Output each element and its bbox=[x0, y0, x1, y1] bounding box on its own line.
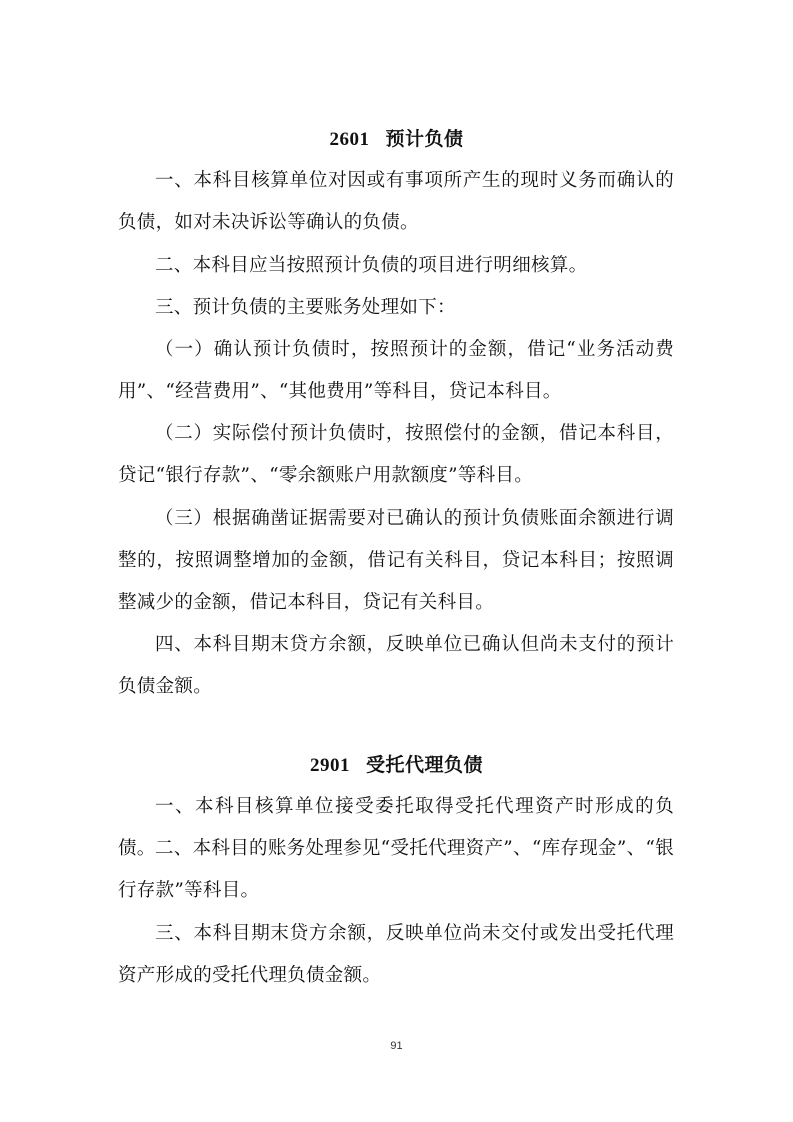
paragraph: 一、本科目核算单位对因或有事项所产生的现时义务而确认的负债，如对未决诉讼等确认的负债。 bbox=[118, 170, 674, 233]
paragraph: （一）确认预计负债时，按照预计的金额，借记“业务活动费用”、“经营费用”、“其他费用”等科目，贷记本科目。 bbox=[118, 339, 674, 402]
section-code: 2901 bbox=[309, 755, 350, 776]
section-title-text: 预计负债 bbox=[385, 128, 464, 150]
paragraph: 三、预计负债的主要账务处理如下： bbox=[155, 297, 456, 318]
paragraph: （三）根据确凿证据需要对已确认的预计负债账面余额进行调整的，按照调整增加的金额，借记有关科目，贷记本科目；按照调整减少的金额，借记本科目，贷记有关科目。 bbox=[118, 508, 674, 613]
paragraph: 二、本科目应当按照预计负债的项目进行明细核算。 bbox=[155, 255, 588, 276]
paragraph: 一、本科目核算单位接受委托取得受托代理资产时形成的负债。 bbox=[118, 796, 674, 859]
page-number: 91 bbox=[390, 1040, 403, 1052]
section-title-2901 bbox=[0, 750, 793, 777]
paragraph: （二）实际偿付预计负债时，按照偿付的金额，借记本科目，贷记“银行存款”、“零余额账户用款额度”等科目。 bbox=[118, 423, 674, 486]
section-title-2601 bbox=[0, 124, 793, 151]
paragraph: 二、本科目的账务处理参见“受托代理资产”、“库存现金”、“银行存款”等科目。 bbox=[118, 838, 674, 901]
paragraph: 三、本科目期末贷方余额，反映单位尚未交付或发出受托代理资产形成的受托代理负债金额。 bbox=[118, 923, 674, 986]
section-title-text: 受托代理负债 bbox=[365, 754, 483, 776]
section-code: 2601 bbox=[329, 129, 370, 150]
paragraph: 四、本科目期末贷方余额，反映单位已确认但尚未支付的预计负债金额。 bbox=[118, 634, 674, 697]
